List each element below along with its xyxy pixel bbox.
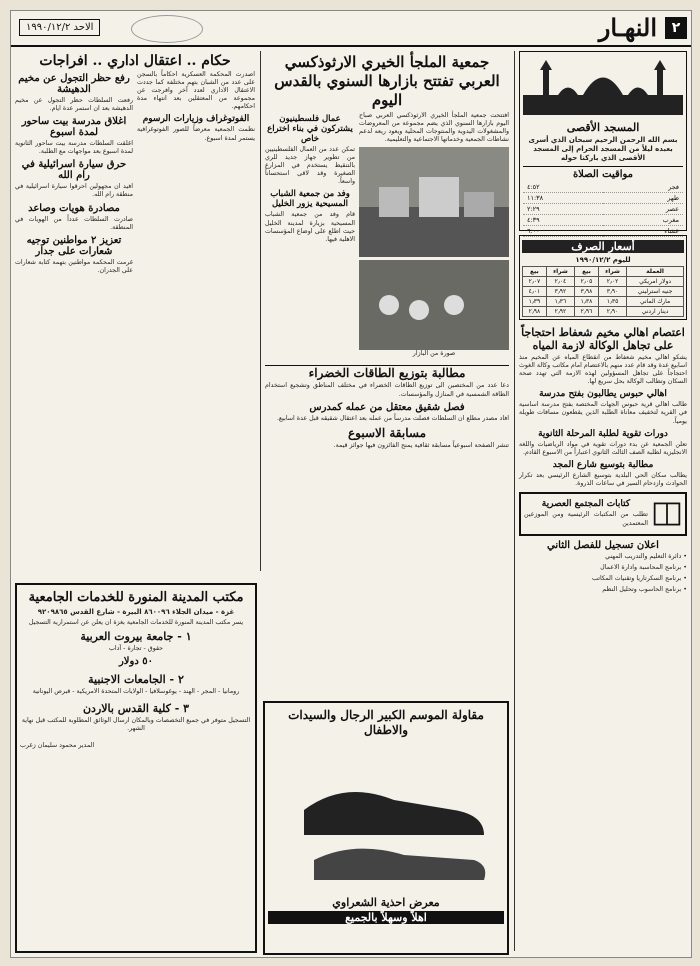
- university-services-ad: [15, 583, 257, 953]
- paper-name: النهـار: [598, 13, 657, 42]
- bazaar-photo: [359, 147, 509, 257]
- story-headline: حرق سيارة اسرائيلية في رام الله: [21, 159, 127, 182]
- main-story-body: افتتحت جمعية الملجأ الخيري الارثوذكسي العربي صباح اليوم بازارها السنوي الذي يضم مجموعة من المعروضات والمشغولات اليدوية والمنتوجات المحلية ويعود ريعه لدعم نشاطات الجمعية وخدماتها الاجتماعية والتعليمية.: [359, 112, 509, 144]
- story-body: تنشر الصفحة اسبوعياً مسابقة ثقافية يمنح الفائزون فيها جوائز قيمة.: [333, 441, 509, 449]
- ad-section-title: ٣ - كلية القدس بالاردن: [82, 702, 190, 716]
- story-headline: وفد من جمعية الشباب المسيحية يزور الخليل: [270, 189, 350, 210]
- main-headline: جمعية الملجأ الخيري الارثوذكسي العربي تفتتح بازارها السنوي بالقدس اليوم: [274, 53, 500, 109]
- story-headline: اهالي حبوس يطالبون بفتح مدرسة: [539, 389, 667, 400]
- prayer-time: ٤:٥٢: [523, 182, 603, 193]
- rates-cell: دينار اردني: [627, 307, 684, 317]
- crowd-photo: [359, 260, 509, 350]
- rates-cell: ٣٫٩٠: [598, 287, 626, 297]
- rates-cell: ٣٫٩٨: [575, 287, 599, 297]
- prayer-name: عصر: [603, 204, 683, 215]
- prayer-time: ٢:٢٩: [523, 204, 603, 215]
- rates-row: [523, 287, 684, 297]
- rates-row: [523, 297, 684, 307]
- rates-cell: ١٫٣٥: [598, 297, 626, 307]
- story-body: صادرت السلطات عدداً من الهويات في المنطقة.: [15, 215, 133, 231]
- rates-cell: ٢٫٠٤: [546, 277, 574, 287]
- prayer-time: ١١:٣٨: [523, 193, 603, 204]
- prayer-name: مغرب: [603, 215, 683, 226]
- ad-section-title: ١ - جامعة بيروت العربية: [80, 630, 192, 644]
- shoe-ad-title: مقاولة الموسم الكبير الرجال والسيدات والاطفال: [288, 708, 484, 737]
- story-body: افيد ان مجهولين احرقوا سيارة اسرائيلية في منطقة رام الله.: [15, 183, 133, 199]
- book-icon: [652, 497, 682, 531]
- rates-cell: ١٫٣٨: [575, 297, 599, 307]
- prayer-time-row: [523, 193, 683, 204]
- rates-header-cell: بيع: [575, 267, 599, 277]
- people-photo-icon: [359, 260, 509, 350]
- story-body: افاد مصدر مطلع ان السلطات فصلت مدرساً من عمله بعد اعتقال شقيقه قبل عدة اسابيع.: [276, 414, 509, 422]
- ad-section-text: رومانيا - المجر - الهند - يوغوسلافيا - الولايات المتحدة الامريكية - قبرص اليونانية: [32, 688, 240, 696]
- library-stamp: [131, 15, 203, 43]
- story-headline: مصادرة هويات وصاعد: [28, 202, 120, 214]
- rates-header-cell: شراء: [546, 267, 574, 277]
- mosque-caption: المسجد الأقصى: [566, 121, 640, 134]
- shoe-icon: [284, 740, 504, 890]
- prayer-time-row: [523, 204, 683, 215]
- registration-item: • برنامج الحاسوب وتحليل النظم: [602, 586, 687, 594]
- books-ad-text: تطلب من المكتبات الرئيسية ومن الموزعين المعتمدين: [524, 511, 648, 527]
- story-body: اغلقت السلطات مدرسة بيت ساحور الثانوية لمدة اسبوع بعد مواجهات مع الطلبة.: [15, 140, 133, 156]
- story-headline: مطالبة بتوسيع شارع المجد: [552, 459, 654, 470]
- story-headline: رفع حظر التجول عن مخيم الدهيشة: [18, 73, 130, 95]
- rates-cell: ٢٫٩٢: [546, 307, 574, 317]
- rates-cell: ٢٫٩٠: [598, 307, 626, 317]
- rates-row: [523, 307, 684, 317]
- story-body: اصدرت المحكمة العسكرية احكاماً بالسجن على عدد من الشبان بتهم مختلفة كما جددت الاعتقال الاداري لعدد آخر وافرجت عن مجموعة من المعتقلين بعد انتهاء مدة احكامهم.: [137, 71, 255, 111]
- story-headline: مسابقة الاسبوع: [347, 425, 427, 440]
- ad-intro: يسر مكتب المدينة المنورة للخدمات الجامعية بغزة ان يعلن عن استمرارية التسجيل: [28, 619, 244, 627]
- rates-header-cell: بيع: [523, 267, 547, 277]
- prayer-name: ظهر: [603, 193, 683, 204]
- books-ad-title: كتابات المجتمع العصرية: [541, 499, 631, 510]
- rates-cell: ٢٫٩٦: [575, 307, 599, 317]
- prayer-times-table: [523, 182, 683, 237]
- rates-cell: ١٫٣٩: [523, 297, 547, 307]
- story-body: تمكن عدد من العمال الفلسطينيين من تطوير جهاز جديد للري بالتنقيط يستخدم في المزارع الصغيرة وقد لاقى استحساناً واسعاً.: [265, 146, 355, 186]
- rates-cell: مارك الماني: [627, 297, 684, 307]
- rates-cell: ٤٫٠١: [523, 287, 547, 297]
- newspaper-page: [10, 10, 692, 958]
- exchange-rates-table: [522, 266, 684, 317]
- ad-title: مكتب المدينة المنورة للخدمات الجامعية: [28, 590, 244, 605]
- story-body: غرمت المحكمة مواطنين بتهمة كتابة شعارات على الجدران.: [15, 258, 133, 274]
- shoe-store-ad: [263, 701, 509, 955]
- city-photo-icon: [359, 147, 509, 257]
- rates-cell: دولار امريكي: [627, 277, 684, 287]
- registration-title: اعلان تسجيل للفصل الثاني: [547, 540, 659, 552]
- story-body: يطالب سكان الحي البلدية بتوسيع الشارع الرئيسي بعد تكرار الحوادث وازدحام السير في ساعات الذروة.: [519, 471, 687, 487]
- photo-caption: صورة من البازار: [412, 350, 456, 358]
- rates-cell: ٢٫٩٨: [523, 307, 547, 317]
- registration-item: • برنامج السكرتاريا وتقنيات المكاتب: [592, 575, 687, 583]
- prayer-time-row: [523, 226, 683, 237]
- ad-fee: ٥٠ دولار: [118, 656, 154, 668]
- registration-item: • دائرة التعليم والتدريب المهني: [605, 553, 687, 561]
- registration-list: [519, 553, 687, 594]
- story-headline: عمال فلسطينيون يشتركون في بناء اختراع خاص: [267, 114, 353, 144]
- prayer-time: ٦:٠٠: [523, 226, 603, 237]
- exchange-rates-date: لليوم ١٩٩٠/١٢/٢: [575, 256, 631, 264]
- books-ad: [519, 492, 687, 536]
- ad-section-text: حقوق - تجارة - آداب: [108, 645, 164, 653]
- story-body: نظمت الجمعية معرضاً للصور الفوتوغرافية يستمر لمدة اسبوع.: [137, 126, 255, 142]
- prayer-time-row: [523, 215, 683, 226]
- prayer-times-title: مواقيت الصلاة: [523, 166, 683, 180]
- story-body: يشكو اهالي مخيم شعفاط من انقطاع المياه عن المخيم منذ اسابيع عدة وقد قام عدد منهم بالاعتصام امام مكاتب وكالة الغوث احتجاجاً على تجاهل المسؤولين لهذه الازمة التي تهدد صحة السكان وتطالب الوكالة بحل سريع لها.: [519, 354, 687, 386]
- story-headline: تعزيز ٢ مواطنين توجيه شعارات على جدار: [26, 234, 122, 257]
- rates-cell: ٢٫٠٧: [523, 277, 547, 287]
- rates-header-cell: العملة: [627, 267, 684, 277]
- rates-cell: ٣٫٩٢: [546, 287, 574, 297]
- story-headline: دورات تقوية لطلبة المرحلة الثانوية: [538, 428, 668, 439]
- rates-cell: ١٫٣٦: [546, 297, 574, 307]
- rates-cell: ٢٫٠٢: [598, 277, 626, 287]
- rates-row: [523, 277, 684, 287]
- masthead: [11, 11, 691, 47]
- left-column: [15, 51, 255, 278]
- prayer-name: عشاء: [603, 226, 683, 237]
- story-headline: الفوتوغراف وزيارات الرسوم: [142, 114, 250, 125]
- shoe-ad-footer: اهلاً وسهلاً بالجميع: [268, 911, 504, 924]
- exchange-rates-box: [519, 235, 687, 320]
- story-body: تعلن الجمعية عن بدء دورات تقوية في مواد الرياضيات واللغة الانجليزية لطلبة الصف الثالث الثانوي اعتباراً من الاسبوع القادم.: [519, 440, 687, 456]
- story-headline: مطالبة بتوزيع الطاقات الخضراء: [265, 365, 509, 380]
- right-column: [519, 51, 687, 597]
- main-headline: حكام .. اعتقال اداري .. افراجات: [39, 53, 231, 69]
- mosque-skyline-icon: [523, 55, 683, 115]
- story-headline: فصل شقيق معتقل من عمله كمدرس: [309, 401, 465, 413]
- column-rule: [260, 51, 261, 571]
- exchange-rates-title: أسعار الصرف: [522, 240, 684, 253]
- mosque-header-box: [519, 51, 687, 235]
- ad-address: غزة - ميدان الجلاء ٨٦٠٠٩٦ البيرة - شارع القدس ٩٢٠٩٨٦٥: [37, 608, 235, 616]
- issue-date: الاحد ١٩٩٠/١٢/٢: [19, 19, 100, 36]
- rates-cell: ٢٫٠٥: [575, 277, 599, 287]
- quran-verse: بسم الله الرحمن الرحيم سبحان الذي أسرى بعبده ليلاً من المسجد الحرام إلى المسجد الأقصى الذي باركنا حوله: [528, 136, 678, 162]
- middle-column: [265, 51, 509, 453]
- page-number: ٢: [665, 17, 687, 39]
- rates-header-cell: شراء: [598, 267, 626, 277]
- rates-cell: جنيه استرليني: [627, 287, 684, 297]
- registration-item: • برنامج المحاسبة وادارة الاعمال: [600, 564, 687, 572]
- story-body: قام وفد من جمعية الشباب المسيحية بزيارة لمدينة الخليل حيث اطلع على اوضاع المؤسسات الاهلية فيها.: [265, 211, 355, 243]
- story-body: دعا عدد من المختصين الى توزيع الطاقات الخضراء في مختلف المناطق وتشجيع استخدام الطاقة الشمسية في المنازل والمؤسسات.: [265, 382, 509, 398]
- column-rule: [514, 51, 515, 951]
- prayer-time-row: [523, 182, 683, 193]
- ad-footer: المدير محمود سليمان زغرب: [20, 741, 95, 749]
- ad-section-text: التسجيل متوفر في جميع التخصصات وبالمكان ارسال الوثائق المطلوبة للمكتب قبل نهاية الشهر.: [21, 717, 251, 733]
- story-body: رفعت السلطات حظر التجول عن مخيم الدهيشة بعد ان استمر عدة ايام.: [15, 97, 133, 113]
- shoe-ad-sub: معرض احذية الشعراوي: [332, 896, 440, 909]
- story-headline: اعتصام اهالي مخيم شعفاط احتجاجاً على تجاهل الوكالة لازمة المياه: [521, 326, 685, 352]
- ad-section-title: ٢ - الجامعات الاجنبية: [88, 673, 184, 687]
- prayer-time: ٤:٣٩: [523, 215, 603, 226]
- story-headline: اغلاق مدرسة بيت ساحور لمدة اسبوع: [21, 116, 127, 139]
- story-body: طالب اهالي قرية حبوس الجهات المختصة بفتح مدرسة اساسية في القرية لتخفيف معاناة الطلبة الذين يقطعون مسافات طويلة يومياً.: [519, 401, 687, 425]
- prayer-name: فجر: [603, 182, 683, 193]
